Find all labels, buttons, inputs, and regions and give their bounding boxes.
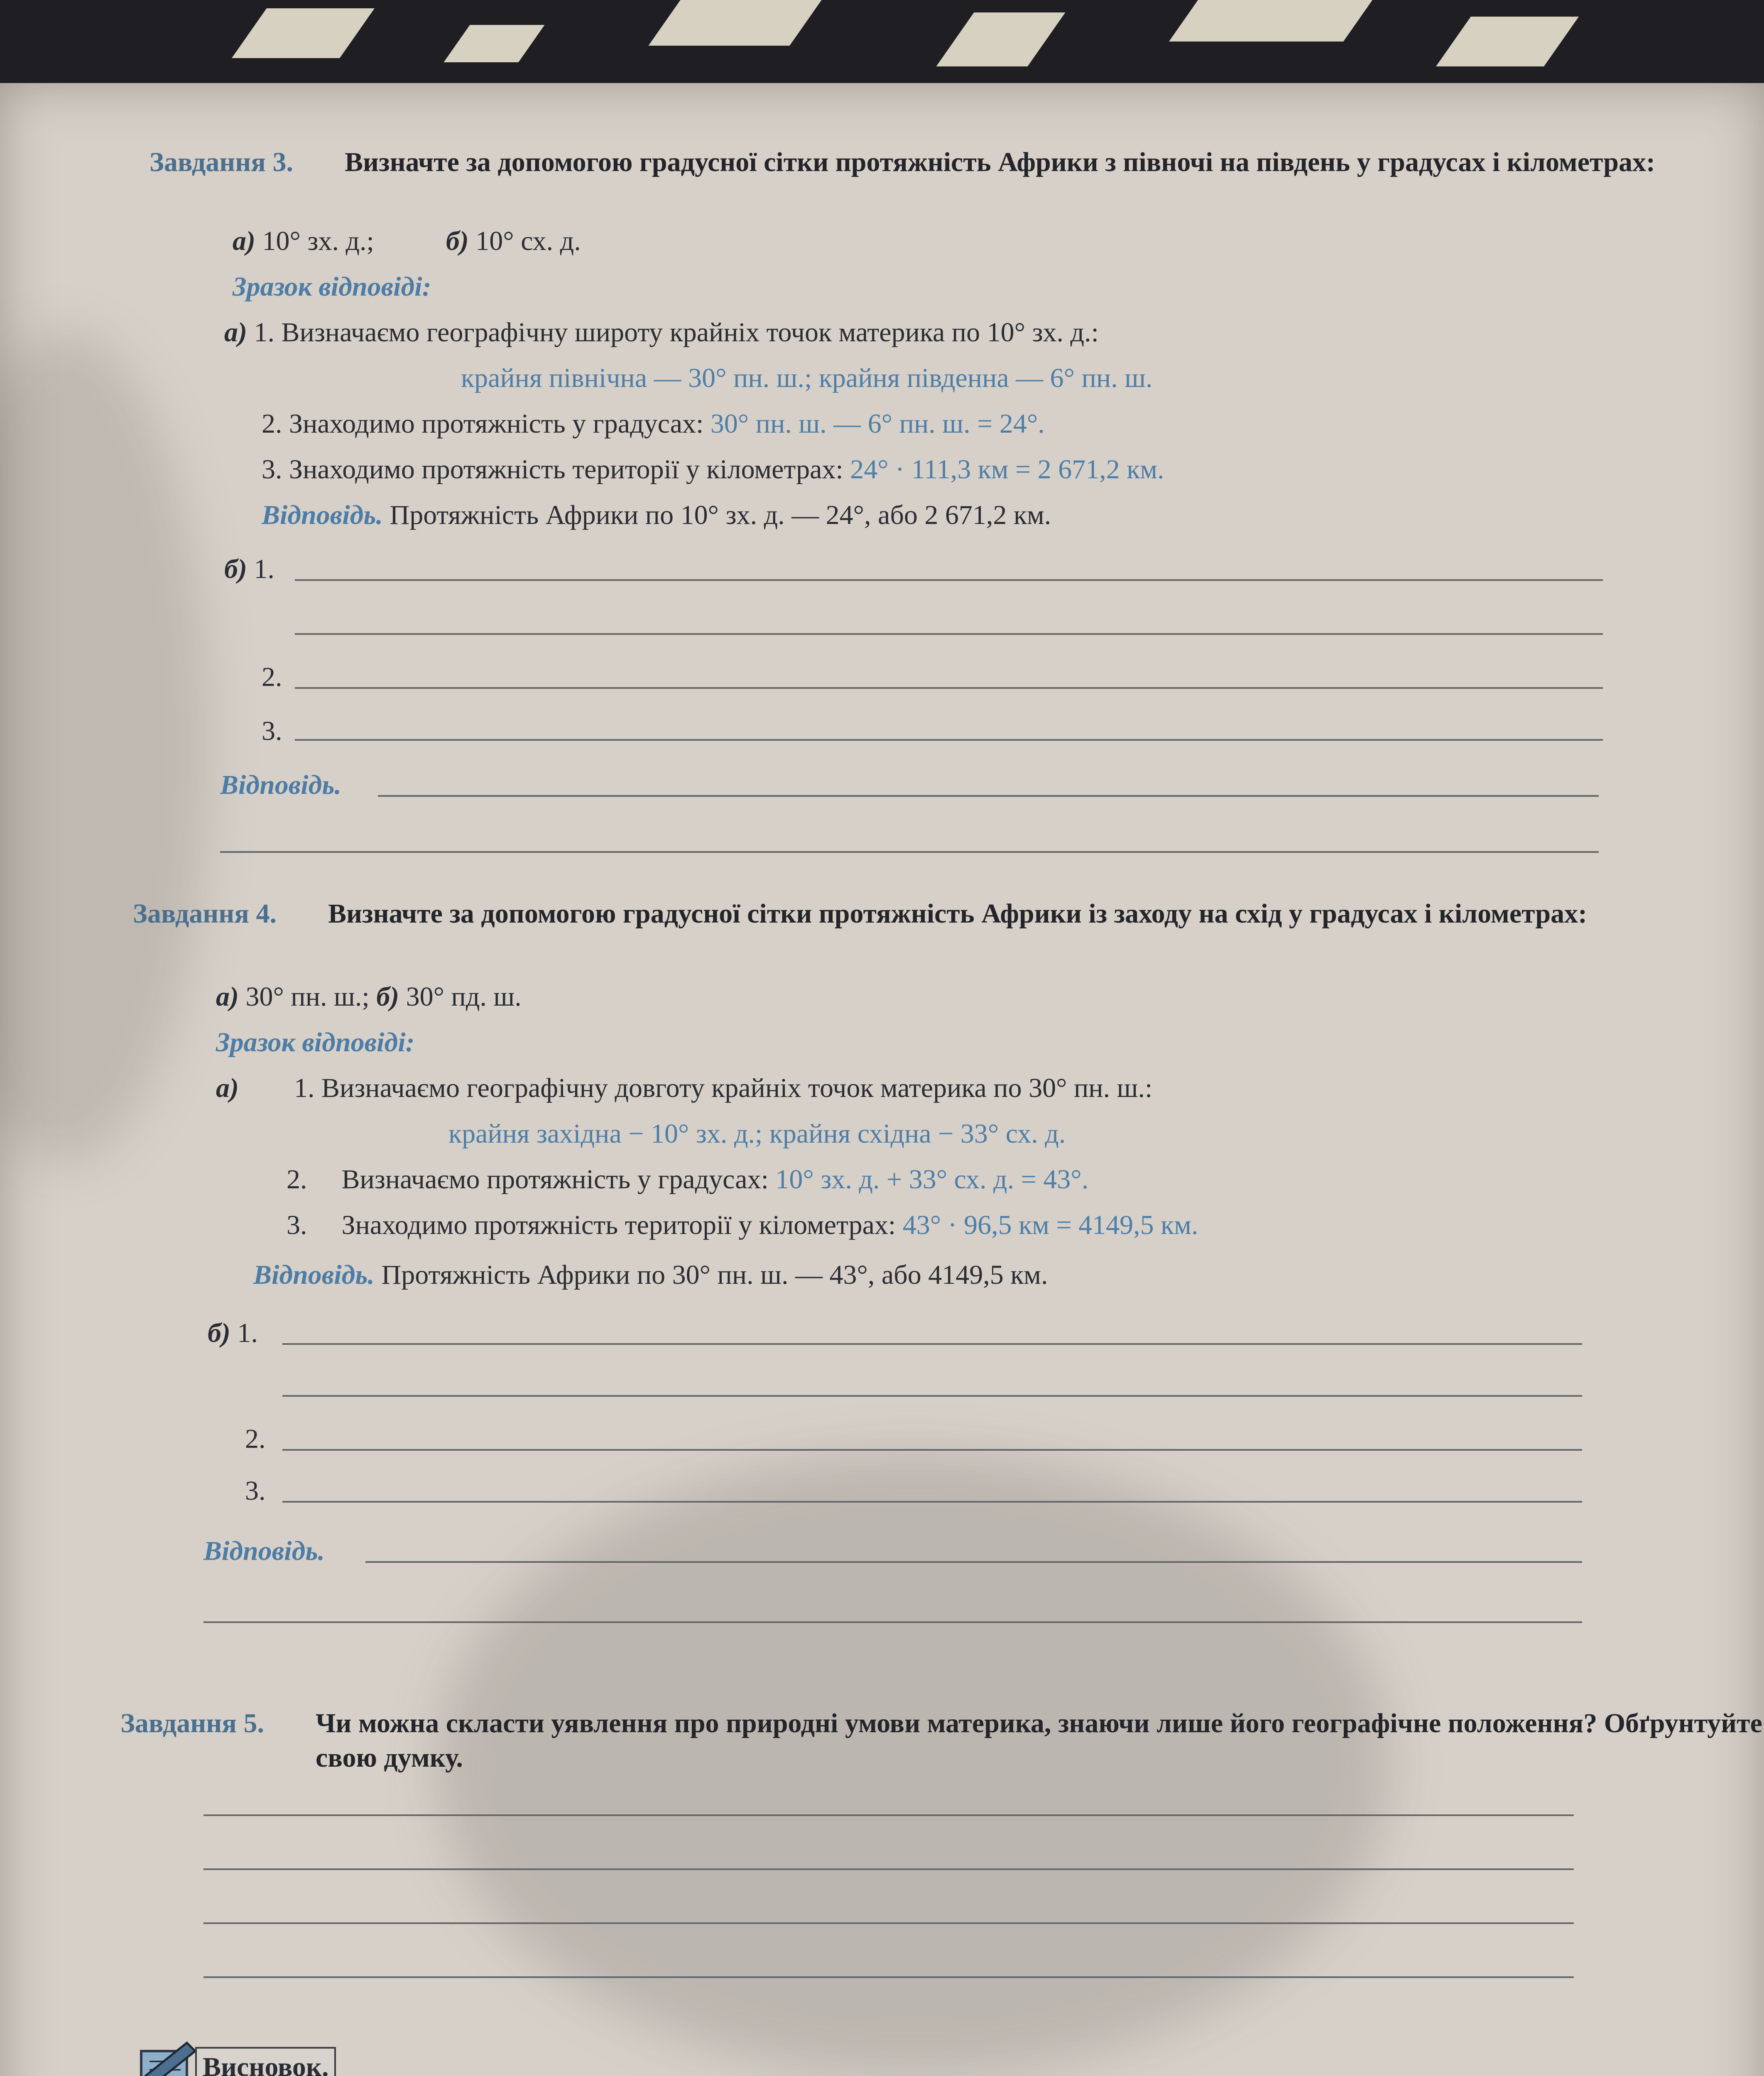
task-4-title: Визначте за допомогою градусної сітки протяжність Африки із заходу на схід у градусах і кілометрах: <box>328 898 1588 929</box>
sample-step-3-num: 3. <box>287 1210 307 1240</box>
option-a-label: а) <box>233 226 255 256</box>
part-b-label <box>208 1316 258 1351</box>
line-number-3: 3. <box>262 716 282 746</box>
sample-answer <box>262 498 1051 533</box>
answer-line[interactable] <box>203 1976 1574 1978</box>
task-5 <box>120 1706 1762 1775</box>
sample-step-3-calc: 43° · 96,5 км = 4149,5 км. <box>902 1210 1198 1240</box>
task-5-label: Завдання 5. <box>120 1708 264 1738</box>
task-5-title: Чи можна скласти уявлення про природні умови материка, знаючи лише його географічне положення? Обґрунтуйте свою думку. <box>316 1708 1762 1773</box>
task-3-heading <box>149 145 1764 180</box>
answer-line[interactable] <box>282 1449 1582 1451</box>
answer-line[interactable] <box>203 1868 1574 1870</box>
task-3 <box>120 145 1655 800</box>
sample-step-1-text: Визначаємо географічну довготу крайніх точок материка по 30° пн. ш.: <box>321 1073 1153 1103</box>
task-5-heading <box>120 1706 1764 1775</box>
sample-answer-label-word: Відповідь. <box>262 500 383 530</box>
sample-step-1-detail: крайня західна − 10° зх. д.; крайня східна − 33° сх. д. <box>448 1119 1066 1149</box>
line-number-1: 1. <box>237 1318 258 1348</box>
answer-line[interactable] <box>203 1922 1574 1924</box>
line-number-2: 2. <box>245 1424 266 1454</box>
answer-line[interactable] <box>203 1621 1582 1623</box>
answer-line[interactable] <box>295 739 1603 741</box>
sample-answer-text: Протяжність Африки по 30° пн. ш. — 43°, або 4149,5 км. <box>381 1260 1048 1290</box>
answer-line[interactable] <box>220 851 1599 853</box>
sample-step-1-detail: крайня північна — 30° пн. ш.; крайня південна — 6° пн. ш. <box>461 363 1153 393</box>
sample-step-3 <box>262 453 1164 487</box>
answer-line[interactable] <box>295 633 1603 635</box>
answer-line[interactable] <box>282 1501 1582 1503</box>
sample-step-2-text: Визначаємо протяжність у градусах: <box>341 1164 769 1195</box>
sample-a-label: а) <box>216 1073 239 1103</box>
line-number-2: 2. <box>262 662 282 692</box>
task-3-options <box>233 224 581 259</box>
sample-step-2 <box>262 407 1045 441</box>
answer-line[interactable] <box>295 579 1603 581</box>
part-b-letter: б) <box>208 1318 230 1348</box>
answer-line[interactable] <box>365 1561 1582 1563</box>
sample-step-2-text: 2. Знаходимо протяжність у градусах: <box>262 409 704 439</box>
sample-step-1 <box>224 316 1099 350</box>
option-b-value: 10° сх. д. <box>475 226 581 256</box>
sample-answer-text: Протяжність Африки по 10° зх. д. — 24°, або 2 671,2 км. <box>390 500 1051 530</box>
task-3-label: Завдання 3. <box>149 147 293 177</box>
pencil-notebook-icon <box>133 2039 199 2076</box>
sample-a-label: а) <box>224 317 247 348</box>
answer-line[interactable] <box>295 687 1603 689</box>
sample-step-2-calc: 10° зх. д. + 33° сх. д. = 43°. <box>775 1164 1089 1195</box>
answer-label: Відповідь. <box>220 770 342 800</box>
sample-step-1 <box>216 1071 1152 1106</box>
option-a-label: а) <box>216 982 239 1012</box>
task-4 <box>120 897 1624 1566</box>
task-4-heading <box>133 897 1764 931</box>
background-fabric <box>0 0 1764 95</box>
sample-step-3-text: 3. Знаходимо протяжність території у кілометрах: <box>262 454 843 485</box>
sample-answer <box>253 1258 1048 1293</box>
part-b-label <box>224 552 274 587</box>
sample-step-2-calc: 30° пн. ш. — 6° пн. ш. = 24°. <box>710 409 1045 439</box>
line-number-1: 1. <box>254 554 274 584</box>
sample-step-2-num: 2. <box>287 1164 307 1195</box>
sample-step-3-calc: 24° · 111,3 км = 2 671,2 км. <box>850 454 1164 485</box>
answer-label: Відповідь. <box>203 1536 325 1566</box>
answer-line[interactable] <box>282 1343 1582 1345</box>
option-b-label: б) <box>376 982 399 1012</box>
answer-line[interactable] <box>203 1814 1574 1816</box>
part-b-letter: б) <box>224 554 247 584</box>
answer-line[interactable] <box>378 795 1599 797</box>
sample-answer-label-word: Відповідь. <box>253 1260 375 1290</box>
sample-answer-label: Зразок відповіді: <box>216 1027 415 1058</box>
line-number-3: 3. <box>245 1476 266 1506</box>
sample-step-2 <box>287 1163 1088 1197</box>
sample-step-3 <box>287 1208 1198 1243</box>
sample-answer-label: Зразок відповіді: <box>233 272 431 302</box>
option-a-value: 10° зх. д.; <box>262 226 374 256</box>
sample-step-1-num: 1. <box>294 1073 315 1103</box>
task-4-label: Завдання 4. <box>133 898 277 929</box>
sample-step-1-text: 1. Визначаємо географічну широту крайніх точок материка по 10° зх. д.: <box>254 317 1099 348</box>
option-a-value: 30° пн. ш.; <box>245 982 370 1012</box>
task-3-title: Визначте за допомогою градусної сітки протяжність Африки з півночі на південь у градусах і кілометрах: <box>345 147 1655 177</box>
task-4-options <box>216 980 522 1014</box>
conclusion-label: Висновок. <box>195 2047 336 2076</box>
answer-line[interactable] <box>282 1395 1582 1397</box>
option-b-label: б) <box>446 226 469 256</box>
option-b-value: 30° пд. ш. <box>406 982 522 1012</box>
sample-step-3-text: Знаходимо протяжність території у кілометрах: <box>341 1210 896 1240</box>
